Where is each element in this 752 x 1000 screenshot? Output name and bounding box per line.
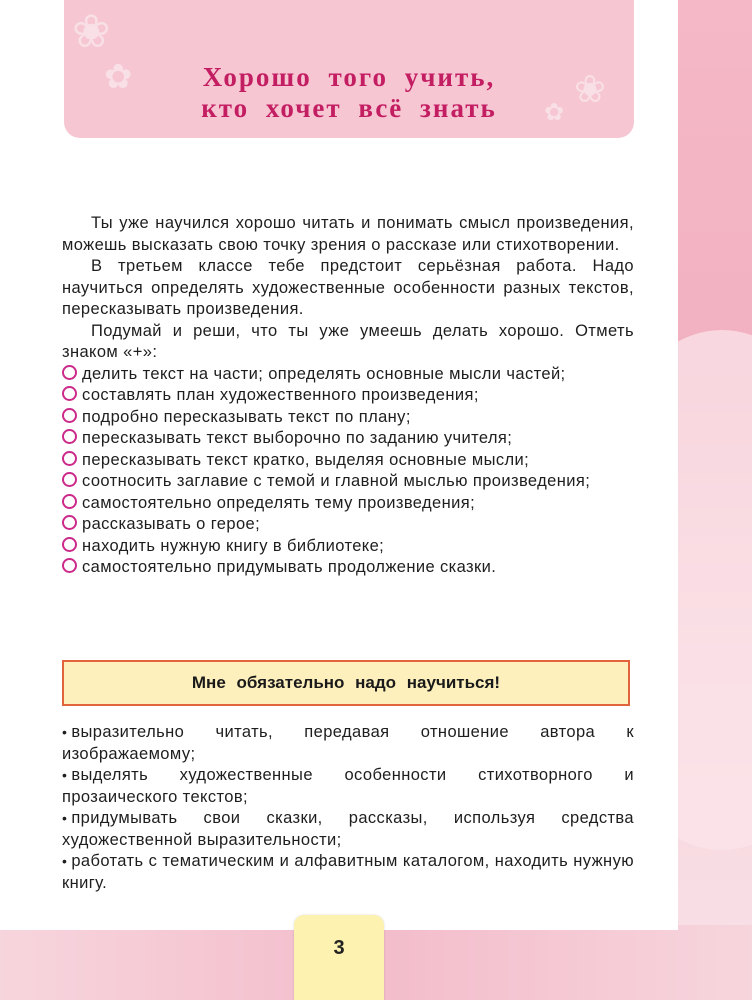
- intro-block: [62, 213, 634, 579]
- checklist-item: [62, 428, 634, 450]
- checklist-item-label: пересказывать текст выборочно по заданию учителя;: [82, 429, 513, 447]
- checkbox-circle-icon[interactable]: [62, 558, 77, 573]
- flower-ornament-icon: ✿: [544, 98, 565, 126]
- checklist-item: [62, 514, 634, 536]
- flower-ornament-icon: ❀: [72, 4, 111, 58]
- intro-paragraph-2: В третьем классе тебе предстоит серьёзная работа. Надо научиться определять художественные особенности разных текстов, пересказывать произведения.: [62, 257, 634, 318]
- checklist-item-label: составлять план художественного произведения;: [82, 386, 479, 404]
- page-number-tab: [294, 915, 384, 1000]
- intro-paragraph-3: Подумай и реши, что ты уже умеешь делать хорошо. Отметь знаком «+»:: [62, 321, 634, 361]
- checklist-item: [62, 450, 634, 472]
- checkbox-circle-icon[interactable]: [62, 537, 77, 552]
- checkbox-circle-icon[interactable]: [62, 472, 77, 487]
- checkbox-circle-icon[interactable]: [62, 408, 77, 423]
- checkbox-circle-icon[interactable]: [62, 451, 77, 466]
- checklist-item-label: пересказывать текст кратко, выделяя основные мысли;: [82, 450, 530, 469]
- goal-item-label: придумывать свои сказки, рассказы, используя средства художественной выразительности;: [62, 809, 634, 849]
- goal-item: [62, 722, 634, 765]
- goal-item-label: выразительно читать, передавая отношение автора к изображаемому;: [62, 723, 634, 763]
- checklist-item: [62, 407, 634, 429]
- checklist-item-label: делить текст на части; определять основные мысли частей;: [82, 364, 566, 383]
- skills-checklist: [62, 364, 634, 579]
- goals-list: [62, 722, 634, 894]
- goal-item: [62, 851, 634, 894]
- checkbox-circle-icon[interactable]: [62, 494, 77, 509]
- flower-ornament-icon: ❀: [574, 67, 606, 111]
- bullet-dot-icon: •: [62, 853, 68, 869]
- checkbox-circle-icon[interactable]: [62, 386, 77, 401]
- must-learn-heading: Мне обязательно надо научиться!: [191, 673, 501, 692]
- checklist-item: [62, 471, 634, 493]
- page-number: 3: [333, 937, 345, 959]
- checklist-item: [62, 557, 634, 579]
- goals-block: [62, 722, 634, 894]
- goal-item: [62, 808, 634, 851]
- checklist-item-label: находить нужную книгу в библиотеке;: [82, 536, 385, 555]
- must-learn-heading-box: [62, 660, 630, 706]
- bullet-dot-icon: •: [62, 810, 68, 826]
- checkbox-circle-icon[interactable]: [62, 515, 77, 530]
- flower-ornament-icon: ✿: [104, 57, 133, 97]
- checklist-item-label: соотносить заглавие с темой и главной мыслью произведения;: [82, 472, 591, 490]
- checklist-item: [62, 493, 634, 515]
- bullet-dot-icon: •: [62, 724, 68, 740]
- checklist-item-label: самостоятельно определять тему произведения;: [82, 493, 476, 512]
- checkbox-circle-icon[interactable]: [62, 429, 77, 444]
- checklist-item-label: самостоятельно придумывать продолжение сказки.: [82, 558, 497, 576]
- title-line-2: кто хочет всё знать: [201, 93, 497, 123]
- checklist-item: [62, 385, 634, 407]
- bullet-dot-icon: •: [62, 767, 68, 783]
- title-line-1: Хорошо того учить,: [202, 62, 496, 92]
- page-title: [64, 57, 634, 124]
- goal-item-label: работать с тематическим и алфавитным каталогом, находить нужную книгу.: [62, 852, 634, 892]
- checklist-item-label: рассказывать о герое;: [82, 515, 261, 533]
- intro-paragraph-1: Ты уже научился хорошо читать и понимать смысл произведения, можешь высказать свою точку зрения о рассказе или стихотворении.: [62, 214, 634, 254]
- checkbox-circle-icon[interactable]: [62, 365, 77, 380]
- goal-item: [62, 765, 634, 808]
- checklist-item-label: подробно пересказывать текст по плану;: [82, 407, 411, 426]
- checklist-item: [62, 364, 634, 386]
- goal-item-label: выделять художественные особенности стихотворного и прозаического текстов;: [62, 766, 634, 806]
- checklist-item: [62, 536, 634, 558]
